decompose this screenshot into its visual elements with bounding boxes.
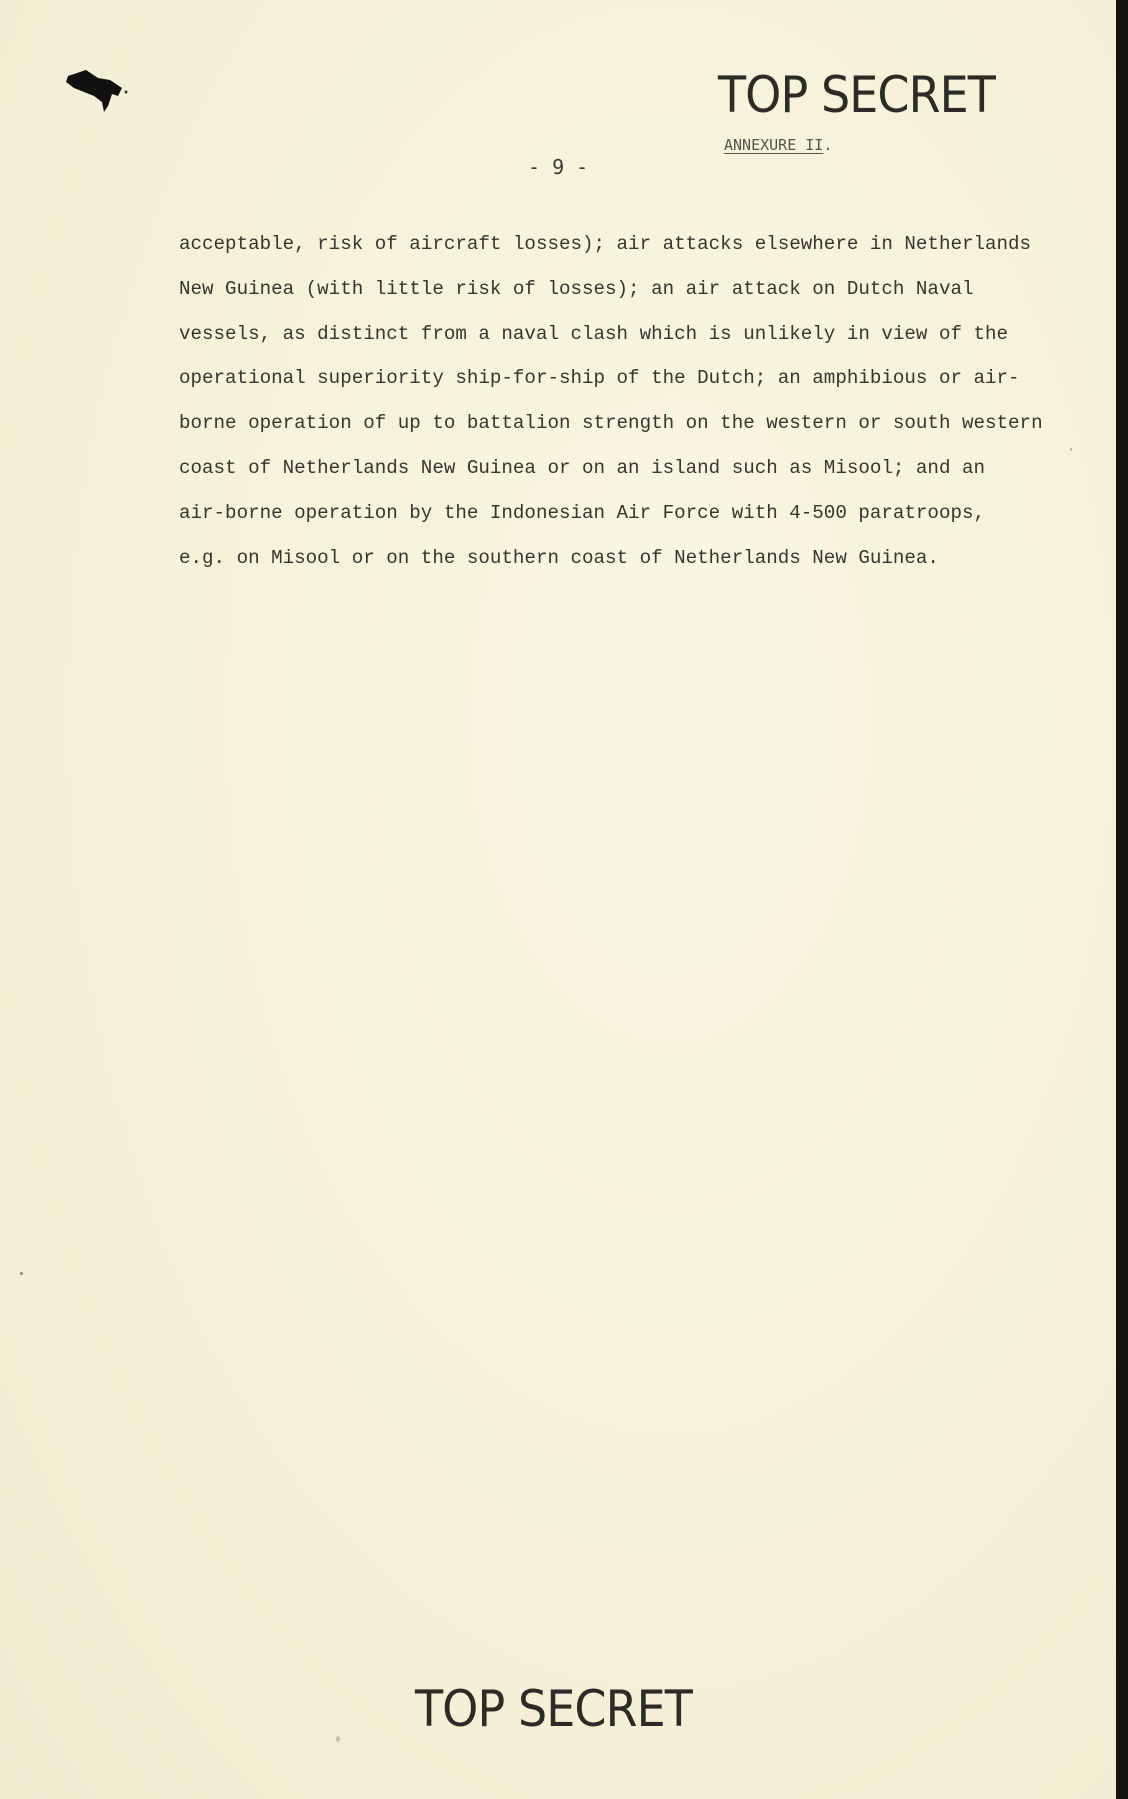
body-paragraph — [179, 222, 1059, 580]
annex-heading — [724, 138, 832, 153]
classification-stamp-bottom: TOP SECRET — [415, 1680, 692, 1738]
body-line: operational superiority ship-for-ship of the Dutch; an amphibious or air- — [179, 367, 1020, 390]
paper-speck — [1070, 448, 1072, 451]
body-line: New Guinea (with little risk of losses); an air attack on Dutch Naval — [179, 277, 974, 300]
body-line: e.g. on Misool or on the southern coast of Netherlands New Guinea. — [179, 546, 939, 569]
annex-label: ANNEXURE II — [724, 136, 824, 154]
scan-edge — [1116, 0, 1128, 1799]
body-line: vessels, as distinct from a naval clash which is unlikely in view of the — [179, 322, 1009, 345]
classification-stamp-top: TOP SECRET — [718, 66, 995, 124]
page-number: - 9 - — [528, 155, 589, 179]
body-line: coast of Netherlands New Guinea or on an island such as Misool; and an — [179, 456, 986, 479]
body-line: air-borne operation by the Indonesian Air Force with 4-500 paratroops, — [179, 501, 986, 524]
paper-speck — [336, 1736, 340, 1742]
annex-suffix: . — [823, 136, 833, 154]
body-line: borne operation of up to battalion strength on the western or south western — [179, 412, 1043, 435]
ink-blot-mark — [64, 66, 128, 116]
paper-speck — [20, 1272, 23, 1275]
body-line: acceptable, risk of aircraft losses); air attacks elsewhere in Netherlands — [179, 233, 1032, 255]
